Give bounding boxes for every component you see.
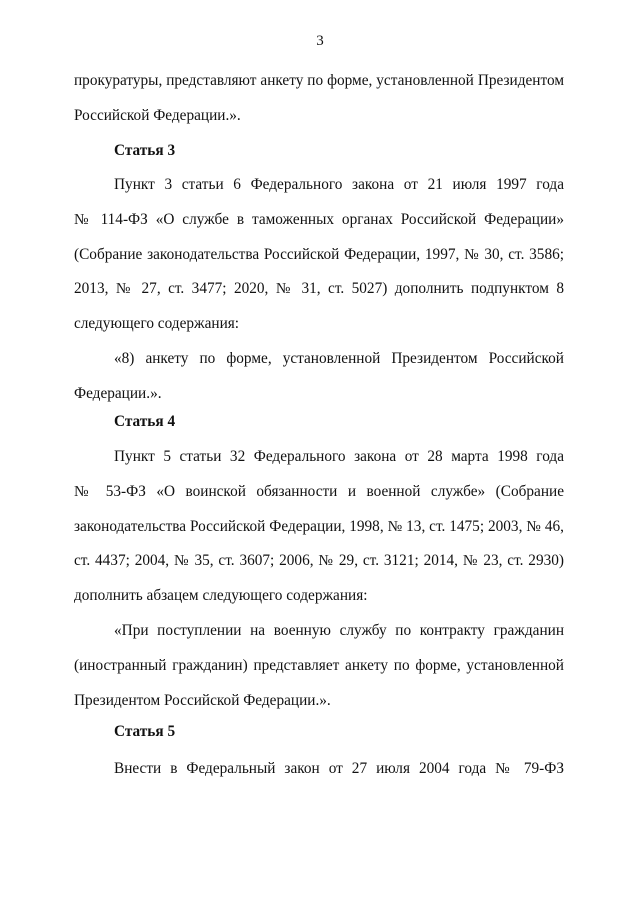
article-3-body [74, 168, 564, 412]
text-line: 2013, № 27, ст. 3477; 2020, № 31, ст. 5027) дополнить подпунктом 8 [74, 280, 564, 298]
text-line: Внести в Федеральный закон от 27 июля 2004 года № 79-ФЗ [114, 760, 564, 777]
text-line: Пункт 3 статьи 6 Федерального закона от 21 июля 1997 года [114, 176, 564, 193]
text-line: ст. 4437; 2004, № 35, ст. 3607; 2006, № 29, ст. 3121; 2014, № 23, ст. 2930) [74, 552, 564, 570]
text-line: № 53-ФЗ «О воинской обязанности и военной службе» (Собрание [74, 482, 564, 500]
article-4-heading: Статья 4 [114, 413, 176, 430]
text-line: следующего содержания: [74, 315, 240, 333]
text-line: Президентом Российской Федерации.». [74, 691, 331, 709]
article-3-heading: Статья 3 [114, 142, 176, 159]
text-line: Федерации.». [74, 384, 162, 402]
intro-paragraph [74, 64, 564, 134]
text-line: (Собрание законодательства Российской Федерации, 1997, № 30, ст. 3586; [74, 245, 564, 263]
text-line: прокуратуры, представляют анкету по форме, установленной Президентом [74, 72, 564, 89]
text-line: № 114-ФЗ «О службе в таможенных органах Российской Федерации» [74, 210, 564, 228]
text-line: дополнить абзацем следующего содержания: [74, 587, 368, 605]
text-line: «8) анкету по форме, установленной Президентом Российской [114, 349, 564, 367]
text-line: «При поступлении на военную службу по контракту гражданин [114, 621, 564, 639]
article-5-heading: Статья 5 [114, 723, 176, 740]
page-number: 3 [316, 33, 324, 49]
text-line: Российской Федерации.». [74, 106, 241, 124]
text-line: законодательства Российской Федерации, 1998, № 13, ст. 1475; 2003, № 46, [74, 517, 564, 535]
text-line: Пункт 5 статьи 32 Федерального закона от 28 марта 1998 года [114, 448, 564, 465]
article-5-body [74, 752, 564, 787]
article-4-body [74, 440, 564, 718]
text-line: (иностранный гражданин) представляет анкету по форме, установленной [74, 656, 564, 674]
